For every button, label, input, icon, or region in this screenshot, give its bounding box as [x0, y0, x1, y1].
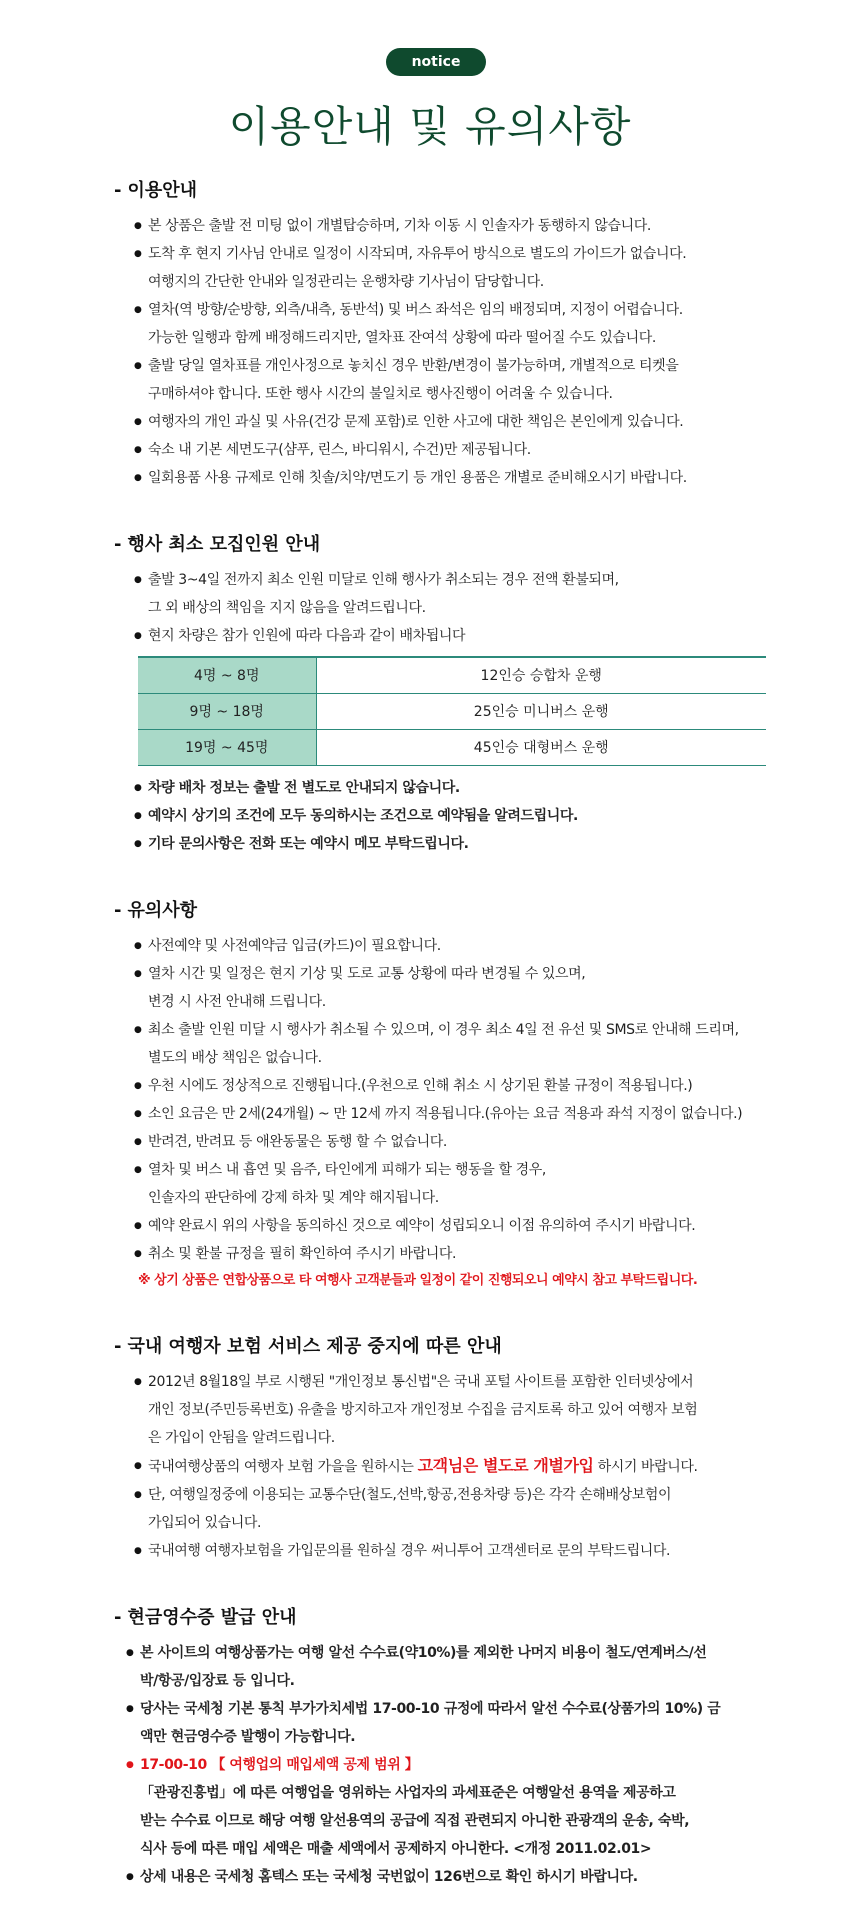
list-item: ● 국내여행 여행자보험을 가입문의를 원하실 경우 써니투어 고객센터로 문의 부탁드립니다. [134, 1537, 770, 1565]
list-item: ● 일회용품 사용 규제로 인해 칫솔/치약/면도기 등 개인 용품은 개별로 준비해오시기 바랍니다. [134, 464, 770, 492]
list-item: ● 도착 후 현지 기사님 안내로 일정이 시작되며, 자유투어 방식으로 별도의 가이드가 없습니다. 여행지의 간단한 안내와 일정관리는 운행차량 기사님이 담당합니다. [134, 240, 770, 296]
list-item: ● 예약 완료시 위의 사항을 동의하신 것으로 예약이 성립되오니 이점 유의하여 주시기 바랍니다. [134, 1212, 770, 1240]
list-item: ● 당사는 국세청 기본 통칙 부가가치세법 17-00-10 규정에 따라서 알선 수수료(상품가의 10%) 금 액만 현금영수증 발행이 가능합니다. [126, 1695, 770, 1751]
section-title: - 행사 최소 모집인원 안내 [114, 534, 321, 555]
page-title: 이용안내 및 유의사항 [228, 102, 632, 151]
receipt-list [114, 1639, 770, 1891]
minimum-list [114, 566, 770, 650]
list-item: ● 우천 시에도 정상적으로 진행됩니다.(우천으로 인해 취소 시 상기된 환불 규정이 적용됩니다.) [134, 1072, 770, 1100]
list-item: ● 예약시 상기의 조건에 모두 동의하시는 조건으로 예약됨을 알려드립니다. [134, 802, 770, 830]
list-item: ● 기타 문의사항은 전화 또는 예약시 메모 부탁드립니다. [134, 830, 770, 858]
section-minimum-people [114, 530, 770, 858]
list-item: ● 현지 차량은 참가 인원에 따라 다음과 같이 배차됩니다 [134, 622, 770, 650]
table-row [138, 657, 766, 693]
list-item: ● 차량 배차 정보는 출발 전 별도로 안내되지 않습니다. [134, 774, 770, 802]
vehicle-table [138, 656, 766, 766]
table-cell-vehicle: 45인승 대형버스 운행 [316, 729, 766, 765]
list-item: ● 단, 여행일정중에 이용되는 교통수단(철도,선박,항공,전용차량 등)은 각각 손해배상보험이 가입되어 있습니다. [134, 1481, 770, 1537]
caution-alert: ※ 상기 상품은 연합상품으로 타 여행사 고객분들과 일정이 같이 진행되오니 예약시 참고 부탁드립니다. [138, 1272, 698, 1288]
list-item: ● 여행자의 개인 과실 및 사유(건강 문제 포함)로 인한 사고에 대한 책임은 본인에게 있습니다. [134, 408, 770, 436]
table-cell-people: 9명 ~ 18명 [138, 693, 316, 729]
table-row [138, 693, 766, 729]
list-item: ● 취소 및 환불 규정을 필히 확인하여 주시기 바랍니다. [134, 1240, 770, 1268]
list-item: ● 반려견, 반려묘 등 애완동물은 동행 할 수 없습니다. [134, 1128, 770, 1156]
section-title: - 국내 여행자 보험 서비스 제공 중지에 따른 안내 [114, 1335, 502, 1357]
list-item: ● 17-00-10 【 여행업의 매입세액 공제 범위 】 [126, 1751, 770, 1779]
usage-list [114, 212, 770, 492]
section-title: - 이용안내 [114, 180, 198, 201]
list-item: ● 열차 시간 및 일정은 현지 기상 및 도로 교통 상황에 따라 변경될 수 있으며, 변경 시 사전 안내해 드립니다. [134, 960, 770, 1016]
table-row [138, 729, 766, 765]
list-item: ● 사전예약 및 사전예약금 입금(카드)이 필요합니다. [134, 932, 770, 960]
list-item-body: 「관광진흥법」에 따른 여행업을 영위하는 사업자의 과세표준은 여행알선 용역을 제공하고 받는 수수료 이므로 해당 여행 알선용역의 공급에 직접 관련되지 아니한 관광객의 운송, 숙박, 식사 등에 따른 매입 세액은 매출 세액에서 공제하지 아니한다. <개정 2011.02.01> [140, 1784, 690, 1857]
section-cash-receipt [114, 1603, 770, 1891]
list-item: ● 열차(역 방향/순방향, 외측/내측, 동반석) 및 버스 좌석은 임의 배정되며, 지정이 어렵습니다. 가능한 일행과 함께 배정해드리지만, 열차표 잔여석 상황에 따라 떨어질 수도 있습니다. [134, 296, 770, 352]
list-item: ● 최소 출발 인원 미달 시 행사가 취소될 수 있으며, 이 경우 최소 4일 전 유선 및 SMS로 안내해 드리며, 별도의 배상 책임은 없습니다. [134, 1016, 770, 1072]
list-item: ● 본 상품은 출발 전 미팅 없이 개별탑승하며, 기차 이동 시 인솔자가 동행하지 않습니다. [134, 212, 770, 240]
section-caution [114, 896, 770, 1294]
highlight-text: 고객님은 별도로 개별가입 [417, 1455, 594, 1475]
list-item: ● 소인 요금은 만 2세(24개월) ~ 만 12세 까지 적용됩니다.(유아는 요금 적용과 좌석 지정이 없습니다.) [134, 1100, 770, 1128]
caution-list [114, 932, 770, 1268]
table-cell-vehicle: 25인승 미니버스 운행 [316, 693, 766, 729]
section-title: - 현금영수증 발급 안내 [114, 1606, 297, 1628]
list-item: ● 출발 3~4일 전까지 최소 인원 미달로 인해 행사가 취소되는 경우 전액 환불되며, 그 외 배상의 책임을 지지 않음을 알려드립니다. [134, 566, 770, 622]
table-cell-people: 19명 ~ 45명 [138, 729, 316, 765]
section-usage [114, 176, 770, 492]
section-insurance [114, 1332, 770, 1565]
table-cell-vehicle: 12인승 승합차 운행 [316, 657, 766, 693]
list-item: ● 출발 당일 열차표를 개인사정으로 놓치신 경우 반환/변경이 불가능하며, 개별적으로 티켓을 구매하셔야 합니다. 또한 행사 시간의 불일치로 행사진행이 어려울 수 있습니다. [134, 352, 770, 408]
list-item: ● 2012년 8월18일 부로 시행된 "개인정보 통신법"은 국내 포털 사이트를 포함한 인터넷상에서 개인 정보(주민등록번호) 유출을 방지하고자 개인정보 수집을 금지토록 하고 있어 여행자 보험 은 가입이 안됨을 알려드립니다. [134, 1368, 770, 1452]
list-item: ● 상세 내용은 국세청 홈텍스 또는 국세청 국번없이 126번으로 확인 하시기 바랍니다. [126, 1863, 770, 1891]
table-cell-people: 4명 ~ 8명 [138, 657, 316, 693]
list-item: ● 열차 및 버스 내 흡연 및 음주, 타인에게 피해가 되는 행동을 할 경우, 인솔자의 판단하에 강제 하차 및 계약 해지됩니다. [134, 1156, 770, 1212]
list-item: ● 국내여행상품의 여행자 보험 가을을 원하시는 고객님은 별도로 개별가입 하시기 바랍니다. [134, 1452, 770, 1481]
list-item: ● 본 사이트의 여행상품가는 여행 알선 수수료(약10%)를 제외한 나머지 비용이 철도/연계버스/선 박/항공/입장료 등 입니다. [126, 1639, 770, 1695]
minimum-notes-list [114, 774, 770, 858]
section-title: - 유의사항 [114, 899, 198, 921]
notice-badge: notice [386, 48, 486, 76]
list-item: ● 숙소 내 기본 세면도구(샴푸, 린스, 바디워시, 수건)만 제공됩니다. [134, 436, 770, 464]
insurance-list [114, 1368, 770, 1565]
notice-content [114, 176, 770, 1929]
